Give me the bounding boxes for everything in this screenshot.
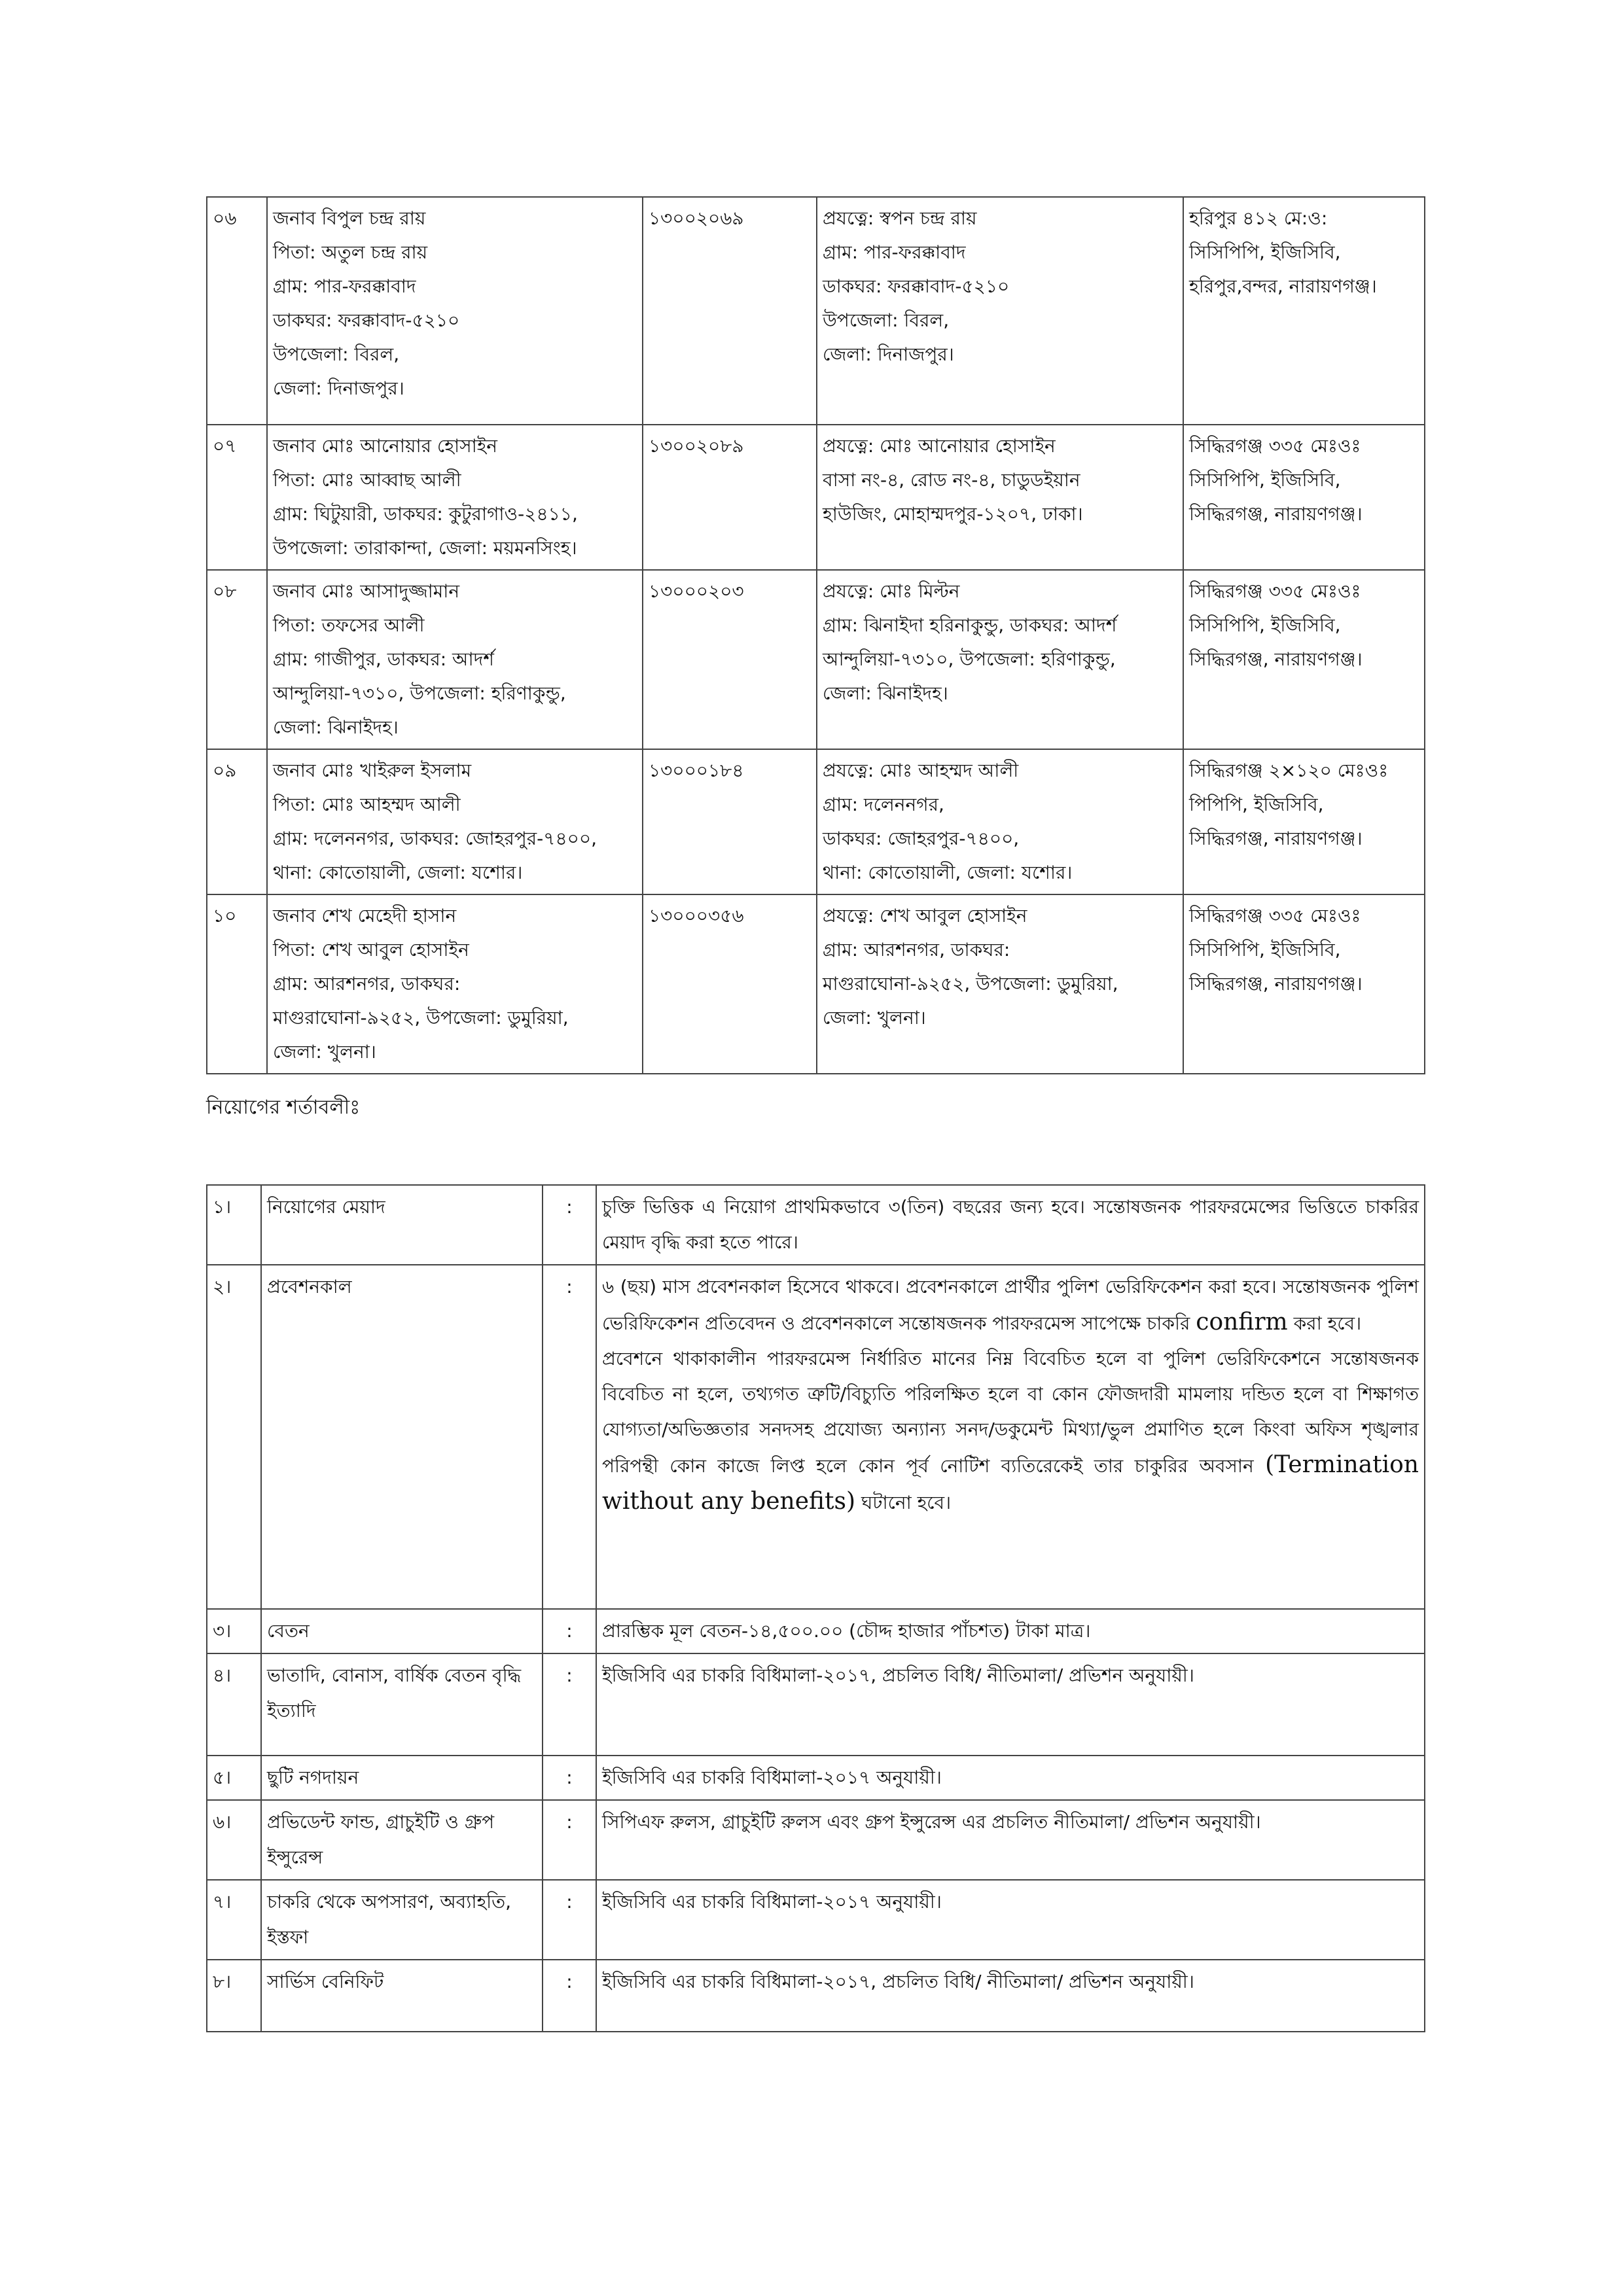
term-serial: ৪। [207, 1653, 261, 1756]
posting-cell-line: হরিপুর,বন্দর, নারায়ণগঞ্জ। [1189, 275, 1377, 297]
care-of-cell-line: গ্রাম: ঝিনাইদা হরিনাকুন্ডু, ডাকঘর: আদর্শ [823, 614, 1117, 636]
term-description [596, 1756, 1425, 1800]
serial-cell: ০৬ [207, 197, 267, 425]
term-title: প্রবেশনকাল [261, 1265, 543, 1609]
term-title: বেতন [261, 1609, 543, 1653]
posting-cell-line: হরিপুর ৪১২ মে:ও: [1189, 207, 1328, 229]
name-address-cell-line: জেলা: খুলনা। [273, 1041, 376, 1063]
term-row [207, 1800, 1425, 1880]
term-description [596, 1880, 1425, 1960]
care-of-cell-line: গ্রাম: পার-ফরক্কাবাদ [823, 241, 966, 263]
posting-cell [1183, 894, 1425, 1074]
serial-cell: ০৯ [207, 749, 267, 894]
posting-cell-line: সিদ্ধিরগঞ্জ, নারায়ণগঞ্জ। [1189, 648, 1363, 670]
name-address-cell [267, 894, 643, 1074]
name-address-cell-line: উপজেলা: তারাকান্দা, জেলা: ময়মনসিংহ। [273, 537, 577, 559]
term-description [596, 1960, 1425, 2032]
name-address-cell [267, 197, 643, 425]
care-of-cell-line: আন্দুলিয়া-৭৩১০, উপজেলা: হরিণাকুন্ডু, [823, 648, 1116, 670]
care-of-cell-line: হাউজিং, মোহাম্মদপুর-১২০৭, ঢাকা। [823, 503, 1083, 525]
name-address-cell-line: থানা: কোতোয়ালী, জেলা: যশোর। [273, 862, 523, 883]
id-cell: ১৩০০০২০৩ [643, 570, 817, 749]
term-paragraph: চুক্তি ভিত্তিক এ নিয়োগ প্রাথমিকভাবে ৩(তিন) বছরের জন্য হবে। সন্তোষজনক পারফরমেন্সের ভিত্তিতে চাকরির মেয়াদ বৃদ্ধি করা হতে পারে। [602, 1196, 1419, 1253]
term-serial: ৭। [207, 1880, 261, 1960]
term-serial: ৮। [207, 1960, 261, 2032]
care-of-cell-line: গ্রাম: আরশনগর, ডাকঘর: [823, 939, 1010, 961]
care-of-cell-line: ডাকঘর: জোহরপুর-৭৪০০, [823, 828, 1020, 849]
term-text: ঘটানো হবে। [861, 1492, 952, 1513]
name-address-cell-line: মাগুরাঘোনা-৯২৫২, উপজেলা: ডুমুরিয়া, [273, 1007, 569, 1029]
name-address-cell-line: গ্রাম: দলেননগর, ডাকঘর: জোহরপুর-৭৪০০, [273, 828, 597, 849]
term-colon: : [543, 1265, 596, 1609]
term-title: ছুটি নগদায়ন [261, 1756, 543, 1800]
care-of-cell [817, 570, 1183, 749]
appointee-row [207, 749, 1425, 894]
posting-cell [1183, 570, 1425, 749]
posting-cell-line: সিসিপিপি, ইজিসিবি, [1189, 241, 1341, 263]
term-row [207, 1653, 1425, 1756]
serial-cell: ০৮ [207, 570, 267, 749]
term-colon: : [543, 1185, 596, 1265]
term-row [207, 1880, 1425, 1960]
posting-cell-line: সিদ্ধিরগঞ্জ ৩৩৫ মেঃওঃ [1189, 905, 1361, 927]
term-paragraph [602, 1269, 1419, 1341]
care-of-cell-line: গ্রাম: দলেননগর, [823, 794, 944, 815]
term-paragraph: প্রারম্ভিক মূল বেতন-১৪,৫০০.০০ (চৌদ্দ হাজার পাঁচশত) টাকা মাত্র। [602, 1620, 1091, 1642]
name-address-cell-line: পিতা: অতুল চন্দ্র রায় [273, 241, 428, 263]
term-description [596, 1265, 1425, 1609]
term-title: সার্ভিস বেনিফিট [261, 1960, 543, 2032]
care-of-cell [817, 197, 1183, 425]
name-address-cell-line: পিতা: শেখ আবুল হোসাইন [273, 939, 469, 961]
care-of-cell-line: বাসা নং-৪, রোড নং-৪, চাডুডইয়ান [823, 469, 1080, 491]
posting-cell [1183, 197, 1425, 425]
posting-cell-line: সিসিপিপি, ইজিসিবি, [1189, 614, 1341, 636]
name-address-cell-line: আন্দুলিয়া-৭৩১০, উপজেলা: হরিণাকুন্ডু, [273, 682, 566, 704]
appointee-table [206, 196, 1425, 1074]
posting-cell-line: সিদ্ধিরগঞ্জ ৩৩৫ মেঃওঃ [1189, 580, 1361, 602]
name-address-cell-line: পিতা: মোঃ আব্বাছ আলী [273, 469, 461, 491]
term-paragraph: ইজিসিবি এর চাকরি বিধিমালা-২০১৭ অনুযায়ী। [602, 1891, 942, 1913]
terms-table [206, 1184, 1425, 2032]
name-address-cell-line: জেলা: ঝিনাইদহ। [273, 716, 399, 738]
care-of-cell-line: প্রযত্নে: স্বপন চন্দ্র রায় [823, 207, 977, 229]
term-paragraph [602, 1341, 1419, 1521]
id-cell: ১৩০০০৩৫৬ [643, 894, 817, 1074]
serial-cell: ০৭ [207, 425, 267, 570]
name-address-cell-line: জেলা: দিনাজপুর। [273, 378, 404, 399]
term-description [596, 1185, 1425, 1265]
appointee-row [207, 425, 1425, 570]
id-cell: ১৩০০০১৮৪ [643, 749, 817, 894]
term-serial: ১। [207, 1185, 261, 1265]
id-cell: ১৩০০২০৮৯ [643, 425, 817, 570]
term-colon: : [543, 1609, 596, 1653]
term-description [596, 1800, 1425, 1880]
posting-cell-line: সিদ্ধিরগঞ্জ, নারায়ণগঞ্জ। [1189, 828, 1363, 849]
term-paragraph: ইজিসিবি এর চাকরি বিধিমালা-২০১৭ অনুযায়ী। [602, 1767, 942, 1788]
term-title: নিয়োগের মেয়াদ [261, 1185, 543, 1265]
id-cell: ১৩০০২০৬৯ [643, 197, 817, 425]
term-title: চাকরি থেকে অপসারণ, অব্যাহতি, ইস্তফা [261, 1880, 543, 1960]
care-of-cell-line: থানা: কোতোয়ালী, জেলা: যশোর। [823, 862, 1073, 883]
name-address-cell [267, 570, 643, 749]
name-address-cell-line: পিতা: মোঃ আহম্মদ আলী [273, 794, 461, 815]
care-of-cell-line: ডাকঘর: ফরক্কাবাদ-৫২১০ [823, 275, 1010, 297]
term-paragraph: ইজিসিবি এর চাকরি বিধিমালা-২০১৭, প্রচলিত বিধি/ নীতিমালা/ প্রভিশন অনুযায়ী। [602, 1971, 1194, 1992]
term-row [207, 1609, 1425, 1653]
name-address-cell-line: গ্রাম: আরশনগর, ডাকঘর: [273, 973, 461, 995]
appointee-row [207, 570, 1425, 749]
posting-cell [1183, 425, 1425, 570]
name-address-cell-line: ডাকঘর: ফরক্কাবাদ-৫২১০ [273, 309, 460, 331]
care-of-cell [817, 894, 1183, 1074]
term-text: ৬ (ছয়) মাস প্রবেশনকাল হিসেবে থাকবে। প্রবেশনকালে প্রার্থীর পুলিশ ভেরিফিকেশন করা হবে। সন্তোষজনক পুলিশ ভেরিফিকেশন প্রতিবেদন ও প্রবেশনকালে সন্তোষজনক পারফরমেন্স সাপেক্ষে চাকরি [602, 1276, 1419, 1334]
posting-cell-line: পিপিপি, ইজিসিবি, [1189, 794, 1324, 815]
appointee-row [207, 197, 1425, 425]
term-colon: : [543, 1756, 596, 1800]
name-address-cell-line: পিতা: তফসের আলী [273, 614, 425, 636]
term-row [207, 1960, 1425, 2032]
name-address-cell-line: জনাব মোঃ আনোয়ার হোসাইন [273, 435, 497, 457]
name-address-cell-line: উপজেলা: বিরল, [273, 344, 400, 365]
posting-cell-line: সিসিপিপি, ইজিসিবি, [1189, 939, 1341, 961]
posting-cell-line: সিদ্ধিরগঞ্জ, নারায়ণগঞ্জ। [1189, 503, 1363, 525]
care-of-cell-line: জেলা: দিনাজপুর। [823, 344, 954, 365]
appointee-row [207, 894, 1425, 1074]
care-of-cell-line: উপজেলা: বিরল, [823, 309, 950, 331]
care-of-cell-line: প্রযত্নে: মোঃ মিল্টন [823, 580, 960, 602]
term-title: প্রভিডেন্ট ফান্ড, গ্রাচুইটি ও গ্রুপ ইন্সুরেন্স [261, 1800, 543, 1880]
posting-cell-line: সিদ্ধিরগঞ্জ ৩৩৫ মেঃওঃ [1189, 435, 1361, 457]
serial-cell: ১০ [207, 894, 267, 1074]
care-of-cell-line: প্রযত্নে: শেখ আবুল হোসাইন [823, 905, 1027, 927]
name-address-cell [267, 749, 643, 894]
name-address-cell-line: গ্রাম: ঘিটুয়ারী, ডাকঘর: কুটুরাগাও-২৪১১, [273, 503, 578, 525]
term-description [596, 1609, 1425, 1653]
care-of-cell-line: মাগুরাঘোনা-৯২৫২, উপজেলা: ডুমুরিয়া, [823, 973, 1118, 995]
term-description [596, 1653, 1425, 1756]
term-serial: ৫। [207, 1756, 261, 1800]
term-colon: : [543, 1880, 596, 1960]
posting-cell-line: সিদ্ধিরগঞ্জ, নারায়ণগঞ্জ। [1189, 973, 1363, 995]
term-colon: : [543, 1800, 596, 1880]
term-title: ভাতাদি, বোনাস, বার্ষিক বেতন বৃদ্ধি ইত্যাদি [261, 1653, 543, 1756]
posting-cell-line: সিদ্ধিরগঞ্জ ২×১২০ মেঃওঃ [1189, 760, 1389, 781]
name-address-cell-line: জনাব মোঃ খাইরুল ইসলাম [273, 760, 472, 781]
name-address-cell-line: জনাব বিপুল চন্দ্র রায় [273, 207, 426, 229]
term-text: করা হবে। [1293, 1313, 1362, 1334]
name-address-cell-line: জনাব মোঃ আসাদুজ্জামান [273, 580, 460, 602]
care-of-cell-line: জেলা: ঝিনাইদহ। [823, 682, 948, 704]
posting-cell-line: সিসিপিপি, ইজিসিবি, [1189, 469, 1341, 491]
care-of-cell [817, 425, 1183, 570]
term-serial: ৬। [207, 1800, 261, 1880]
term-row [207, 1185, 1425, 1265]
term-serial: ২। [207, 1265, 261, 1609]
name-address-cell-line: জনাব শেখ মেহেদী হাসান [273, 905, 457, 927]
term-row [207, 1756, 1425, 1800]
care-of-cell-line: প্রযত্নে: মোঃ আহম্মদ আলী [823, 760, 1019, 781]
care-of-cell-line: জেলা: খুলনা। [823, 1007, 926, 1029]
name-address-cell-line: গ্রাম: পার-ফরক্কাবাদ [273, 275, 416, 297]
name-address-cell-line: গ্রাম: গাজীপুর, ডাকঘর: আদর্শ [273, 648, 494, 670]
care-of-cell [817, 749, 1183, 894]
term-colon: : [543, 1960, 596, 2032]
care-of-cell-line: প্রযত্নে: মোঃ আনোয়ার হোসাইন [823, 435, 1056, 457]
term-colon: : [543, 1653, 596, 1756]
term-paragraph: ইজিসিবি এর চাকরি বিধিমালা-২০১৭, প্রচলিত বিধি/ নীতিমালা/ প্রভিশন অনুযায়ী। [602, 1665, 1194, 1686]
term-row [207, 1265, 1425, 1609]
name-address-cell [267, 425, 643, 570]
term-paragraph: সিপিএফ রুলস, গ্রাচুইটি রুলস এবং গ্রুপ ইন্সুরেন্স এর প্রচলিত নীতিমালা/ প্রভিশন অনুযায়ী। [602, 1811, 1261, 1833]
term-text: প্রবেশনে থাকাকালীন পারফরমেন্স নির্ধারিত মানের নিম্ন বিবেচিত হলে বা পুলিশ ভেরিফিকেশনে সন্তোষজনক বিবেচিত না হলে, তথ্যগত ত্রুটি/বিচ্যুতি পরিলক্ষিত হলে বা কোন ফৌজদারী মামলায় দন্ডিত হলে বা শিক্ষাগত যোগ্যতা/অভিজ্ঞতার সনদসহ প্রযোজ্য অন্যান্য সনদ/ডকুমেন্ট মিথ্যা/ভুল প্রমাণিত হলে কিংবা অফিস শৃঙ্খলার পরিপন্থী কোন কাজে লিপ্ত হলে কোন পূর্ব নোটিশ ব্যতিরেকেই তার চাকুরির অবসান [602, 1348, 1419, 1477]
term-latin-text: confirm [1196, 1309, 1288, 1335]
terms-heading: নিয়োগের শর্তাবলীঃ [206, 1096, 361, 1119]
term-serial: ৩। [207, 1609, 261, 1653]
posting-cell [1183, 749, 1425, 894]
term-latin-text: (Termination without any benefits) [602, 1451, 1419, 1515]
